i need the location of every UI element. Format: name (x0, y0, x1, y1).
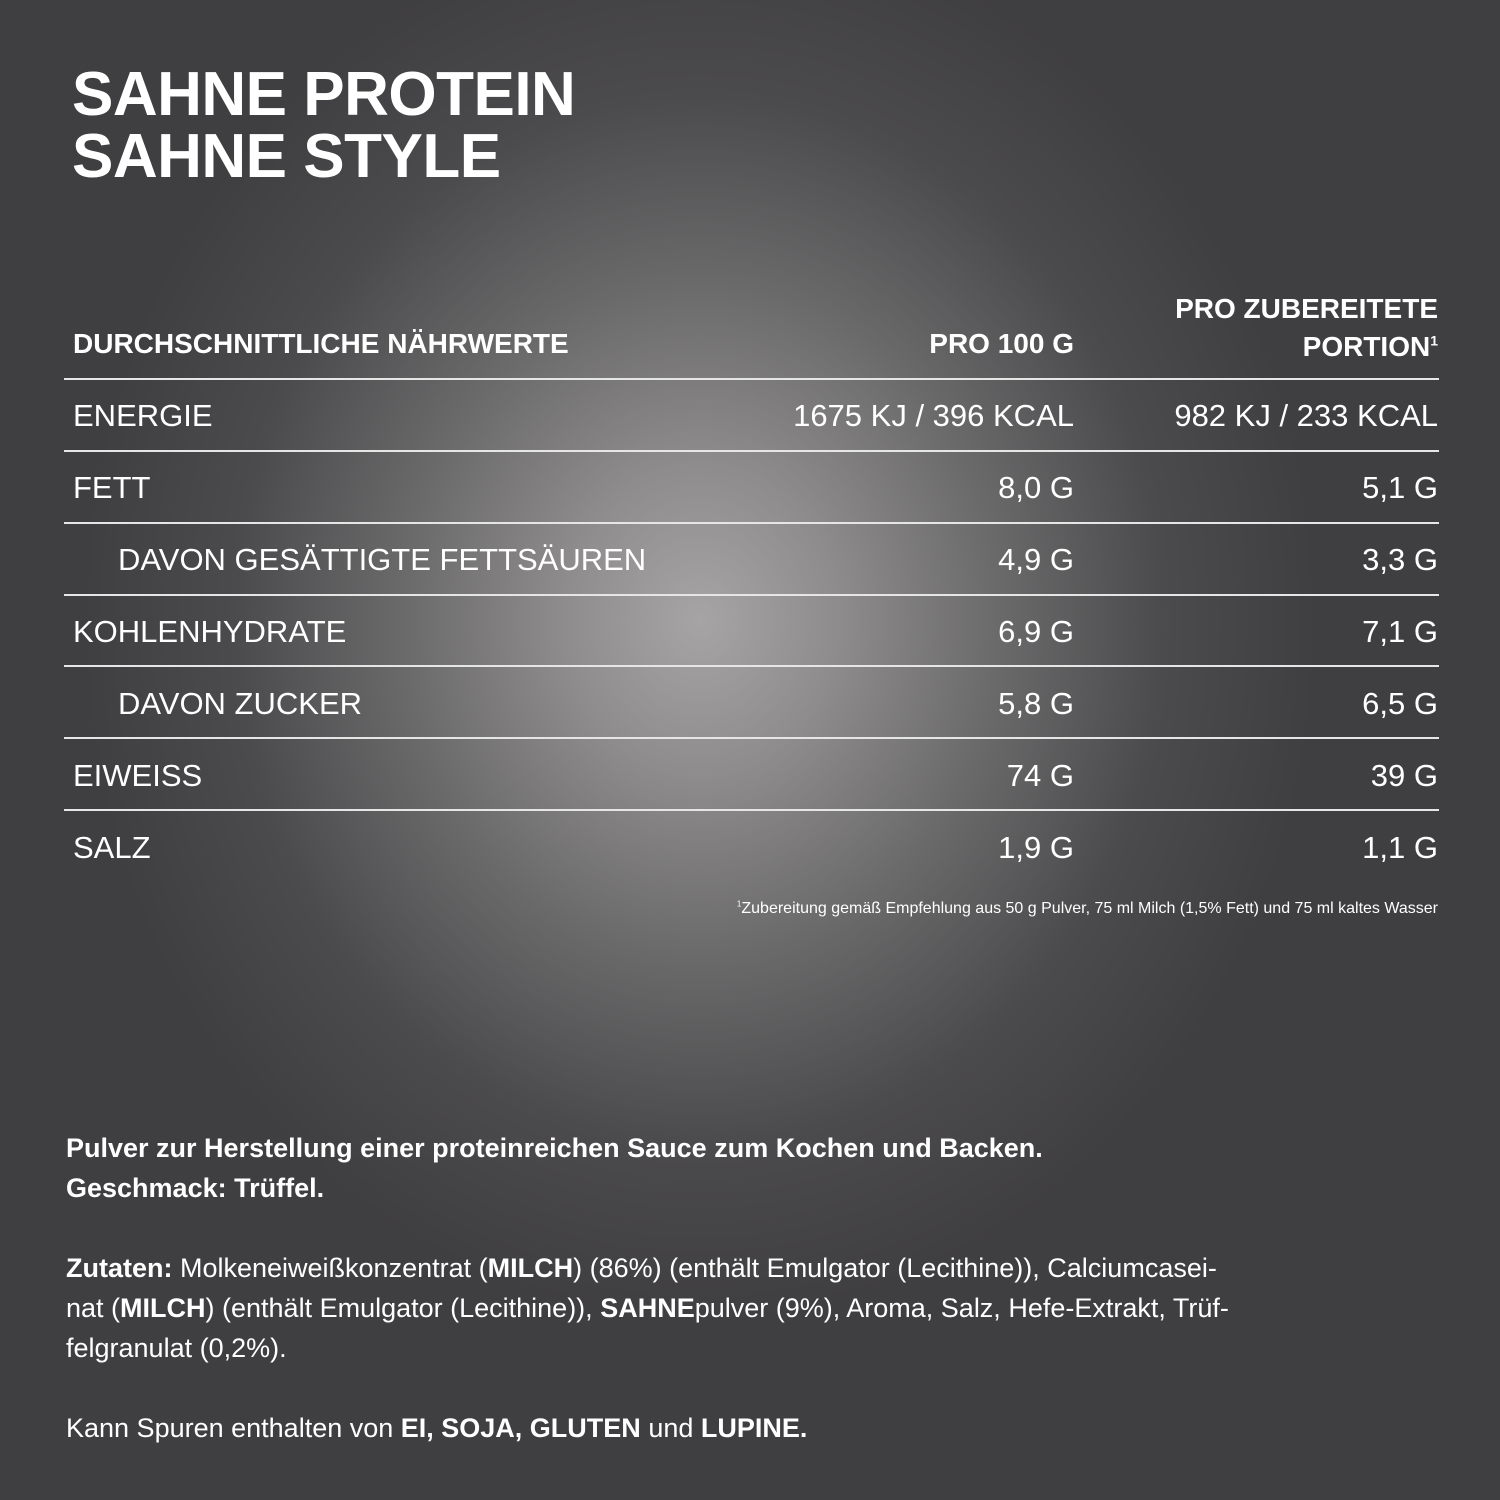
table-rule (64, 522, 1439, 524)
row-portion-salz: 1,1 G (1362, 830, 1438, 865)
ingredients-text: nat ( (66, 1293, 121, 1323)
row-label-fett: FETT (73, 470, 151, 505)
header-portion-word: PORTION (1302, 331, 1431, 362)
ingredients (66, 1248, 1446, 1368)
ingredients-label: Zutaten: (66, 1253, 173, 1283)
row-per100-gesaettigte: 4,9 G (998, 542, 1074, 577)
header-per-portion-line2 (1175, 328, 1438, 366)
product-title (72, 60, 576, 191)
row-portion-zucker: 6,5 G (1362, 686, 1438, 721)
row-per100-fett: 8,0 G (998, 470, 1074, 505)
row-portion-gesaettigte: 3,3 G (1362, 542, 1438, 577)
ingredients-text: pulver (9%), Aroma, Salz, Hefe-Extrakt, Trüf- (694, 1293, 1229, 1323)
row-portion-energie: 982 KJ / 233 KCAL (1174, 398, 1438, 433)
row-label-energie: ENERGIE (73, 398, 213, 433)
header-per-portion (1175, 290, 1438, 366)
allergen-milch: MILCH (487, 1253, 574, 1283)
description-line-2: Geschmack: Trüffel. (66, 1173, 325, 1203)
allergen-milch: MILCH (120, 1293, 206, 1323)
header-per-100g: PRO 100 G (929, 328, 1074, 359)
row-per100-eiweiss: 74 G (1006, 758, 1074, 793)
header-label: DURCHSCHNITTLICHE NÄHRWERTE (73, 328, 569, 359)
row-portion-fett: 5,1 G (1362, 470, 1438, 505)
row-per100-kohlenhydrate: 6,9 G (998, 614, 1074, 649)
traces-text: und (640, 1413, 701, 1443)
ingredients-text: ) (86%) (enthält Emulgator (Lecithine)), Calciumcasei- (573, 1253, 1217, 1283)
footnote (737, 900, 1438, 918)
title-line-2: SAHNE STYLE (72, 122, 501, 191)
table-rule (64, 594, 1439, 596)
traces-allergens: EI, SOJA, GLUTEN (400, 1413, 641, 1443)
ingredients-line-3: felgranulat (0,2%). (66, 1333, 287, 1363)
table-rule (64, 809, 1439, 811)
table-rule (64, 378, 1439, 380)
row-per100-zucker: 5,8 G (998, 686, 1074, 721)
allergen-sahne: SAHNE (600, 1293, 695, 1323)
traces-text: Kann Spuren enthalten von (66, 1413, 401, 1443)
footnote-text: Zubereitung gemäß Empfehlung aus 50 g Pulver, 75 ml Milch (1,5% Fett) und 75 ml kaltes Wasser (741, 900, 1438, 917)
footnote-sup: 1 (736, 899, 742, 909)
row-label-gesaettigte: DAVON GESÄTTIGTE FETTSÄUREN (118, 542, 647, 577)
ingredients-line-2 (66, 1288, 1446, 1328)
row-label-salz: SALZ (73, 830, 151, 865)
row-per100-salz: 1,9 G (998, 830, 1074, 865)
ingredients-line-1 (66, 1248, 1446, 1288)
traces-note (66, 1408, 1446, 1448)
row-label-kohlenhydrate: KOHLENHYDRATE (73, 614, 347, 649)
ingredients-text: Molkeneiweißkonzentrat ( (172, 1253, 488, 1283)
footnote-marker: 1 (1430, 332, 1438, 349)
header-per-portion-line1: PRO ZUBEREITETE (1175, 293, 1438, 324)
ingredients-text: ) (enthält Emulgator (Lecithine)), (205, 1293, 601, 1323)
table-rule (64, 450, 1439, 452)
title-line-1: SAHNE PROTEIN (72, 60, 576, 129)
product-description (66, 1128, 1446, 1208)
table-rule (64, 665, 1439, 667)
row-per100-energie: 1675 KJ / 396 KCAL (793, 398, 1074, 433)
table-rule (64, 737, 1439, 739)
row-label-zucker: DAVON ZUCKER (118, 686, 363, 721)
row-portion-kohlenhydrate: 7,1 G (1362, 614, 1438, 649)
traces-allergen-lupine: LUPINE. (700, 1413, 808, 1443)
description-line-1: Pulver zur Herstellung einer proteinreichen Sauce zum Kochen und Backen. (66, 1133, 1043, 1163)
row-portion-eiweiss: 39 G (1370, 758, 1438, 793)
row-label-eiweiss: EIWEISS (73, 758, 203, 793)
